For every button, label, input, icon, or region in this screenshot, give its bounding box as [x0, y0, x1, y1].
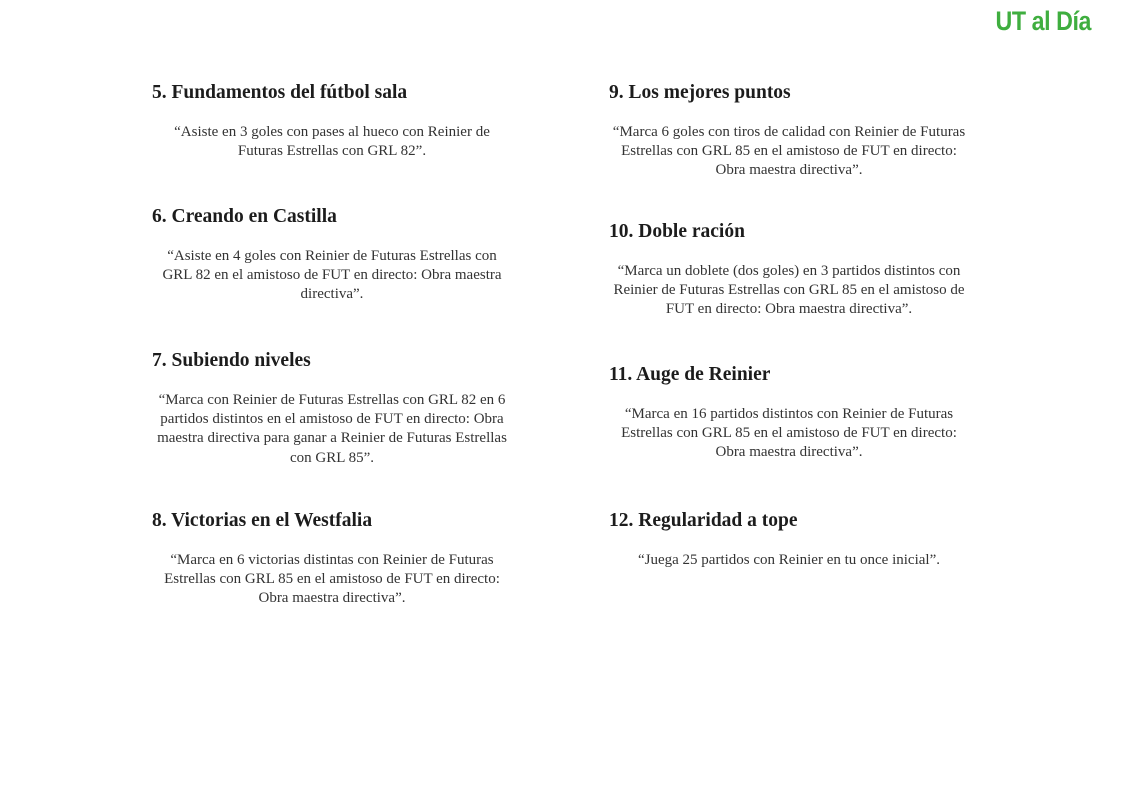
objective-description: “Marca en 6 victorias distintas con Reinier de Futuras Estrellas con GRL 85 en el amistoso de FUT en directo: Obra maestra directiva”. [164, 552, 500, 607]
objective-title: 6. Creando en Castilla [152, 206, 337, 227]
objective-9 [609, 81, 969, 181]
objective-8 [152, 509, 512, 609]
objective-11 [609, 363, 969, 463]
objective-title: 9. Los mejores puntos [609, 82, 791, 103]
objective-description: “Marca con Reinier de Futuras Estrellas con GRL 82 en 6 partidos distintos en el amistoso de FUT en directo: Obra maestra directiva para ganar a Reinier de Futuras Estrellas con GRL 85”. [157, 392, 507, 466]
objective-7 [152, 349, 512, 468]
objective-title: 10. Doble ración [609, 221, 745, 242]
objective-6 [152, 205, 512, 305]
objective-description: “Asiste en 4 goles con Reinier de Futuras Estrellas con GRL 82 en el amistoso de FUT en directo: Obra maestra directiva”. [162, 248, 502, 303]
objective-title: 7. Subiendo niveles [152, 350, 311, 371]
objective-title: 11. Auge de Reinier [609, 364, 771, 385]
objective-title: 12. Regularidad a tope [609, 510, 798, 531]
objective-description: “Juega 25 partidos con Reinier en tu once inicial”. [638, 552, 940, 568]
brand-logo: UT al Día [995, 6, 1091, 36]
objective-5 [152, 81, 512, 161]
objective-12 [609, 509, 969, 570]
objective-10 [609, 220, 969, 320]
objective-title: 8. Victorias en el Westfalia [152, 510, 373, 531]
objective-description: “Marca un doblete (dos goles) en 3 partidos distintos con Reinier de Futuras Estrellas con GRL 85 en el amistoso de FUT en directo: Obra maestra directiva”. [613, 263, 965, 318]
objective-description: “Marca 6 goles con tiros de calidad con Reinier de Futuras Estrellas con GRL 85 en el amistoso de FUT en directo: Obra maestra directiva”. [612, 124, 966, 179]
objective-description: “Marca en 16 partidos distintos con Reinier de Futuras Estrellas con GRL 85 en el amistoso de FUT en directo: Obra maestra directiva”. [621, 406, 957, 461]
objective-title: 5. Fundamentos del fútbol sala [152, 82, 408, 103]
objective-description: “Asiste en 3 goles con pases al hueco con Reinier de Futuras Estrellas con GRL 82”. [174, 124, 490, 160]
